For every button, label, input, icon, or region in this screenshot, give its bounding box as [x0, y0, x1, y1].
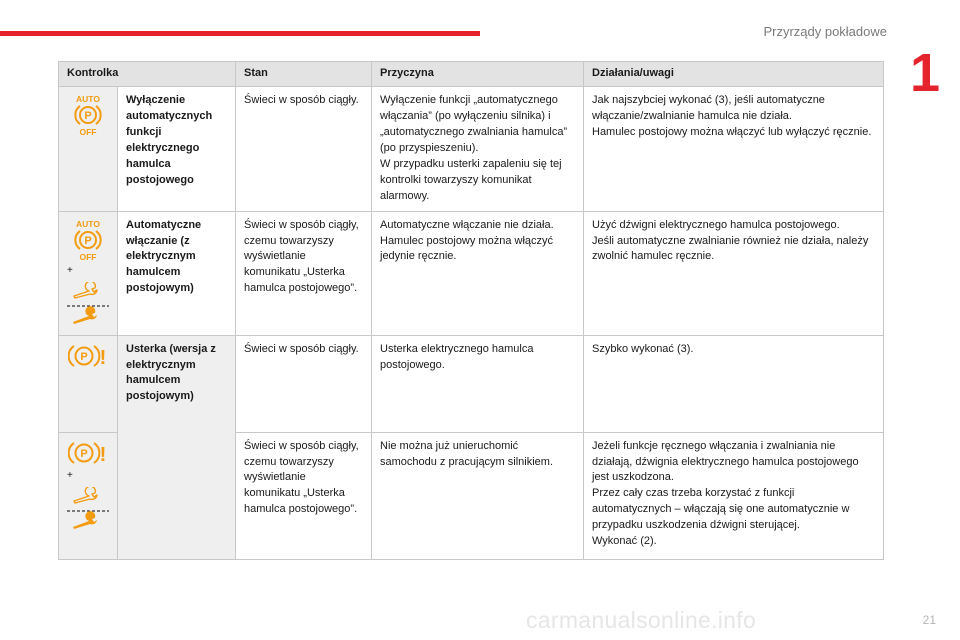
text-line: Wyłączenie funkcji „automatycznego włączania” (po wyłączeniu silnika) i „automatycznego zwalniania hamulca” (po przyspieszeniu). [380, 94, 568, 154]
table-header-row [59, 62, 884, 87]
control-name: Wyłączenie automatycznych funkcji elektrycznego hamulca postojowego [118, 87, 236, 212]
state-text: Świeci w sposób ciągły. [236, 335, 372, 432]
wrench-filled-icon [67, 508, 109, 530]
plus-sign: + [67, 469, 73, 481]
control-name: Automatyczne włączanie (z elektrycznym hamulcem postojowym) [118, 211, 236, 335]
svg-text:P: P [84, 110, 92, 122]
svg-text:OFF: OFF [79, 251, 97, 262]
text-line: Jeśli automatyczne zwalnianie również nie działa, należy zwolnić hamulec ręcznie. [592, 234, 869, 263]
state-text: Świeci w sposób ciągły, czemu towarzyszy wyświetlanie komunikatu „Usterka hamulca postojowego”. [236, 211, 372, 335]
action-text [584, 211, 884, 335]
wrench-outline-icon [71, 282, 105, 300]
action-line [592, 218, 875, 266]
column-header-action: Działania/uwagi [584, 62, 884, 87]
cause-text: Usterka elektrycznego hamulca postojowego. [372, 335, 584, 432]
state-text: Świeci w sposób ciągły, czemu towarzyszy wyświetlanie komunikatu „Usterka hamulca postojowego”. [236, 432, 372, 559]
svg-text:OFF: OFF [79, 127, 97, 137]
plus-sign: + [67, 264, 73, 276]
text-line: Automatyczne włączanie nie działa. [380, 218, 554, 231]
cause-line [380, 218, 575, 266]
text-line: W przypadku usterki zapaleniu się tej kontrolki towarzyszy komunikat alarmowy. [380, 157, 562, 202]
text-line: Wykonać (2). [592, 535, 657, 548]
state-text: Świeci w sposób ciągły. [236, 87, 372, 212]
text-line: Hamulec postojowy można włączyć jedynie ręcznie. [380, 234, 554, 263]
cause-line [380, 93, 575, 205]
svg-text:AUTO: AUTO [76, 94, 100, 104]
auto-park-off-icon [73, 218, 103, 262]
park-brake-fault-icon [68, 439, 108, 467]
action-line [592, 439, 875, 551]
action-text [584, 432, 884, 559]
page-number: 21 [922, 613, 936, 627]
action-line [592, 93, 875, 141]
svg-text:AUTO: AUTO [76, 218, 100, 229]
table-row [59, 211, 884, 335]
auto-park-off-icon [73, 93, 103, 137]
wrench-filled-icon [67, 303, 109, 325]
svg-text:P: P [80, 350, 88, 363]
svg-text:!: ! [99, 443, 107, 466]
control-name: Usterka (wersja z elektrycznym hamulcem postojowym) [118, 335, 236, 559]
svg-text:P: P [80, 447, 88, 460]
column-header-cause: Przyczyna [372, 62, 584, 87]
header-accent-bar [0, 31, 480, 36]
cause-text: Nie można już unieruchomić samochodu z pracującym silnikiem. [372, 432, 584, 559]
table-row [59, 335, 884, 432]
text-line: Hamulec postojowy można włączyć lub wyłączyć ręcznie. [592, 125, 872, 138]
watermark-text: carmanualsonline.info [526, 607, 757, 633]
column-header-state: Stan [236, 62, 372, 87]
park-brake-fault-icon [68, 342, 108, 370]
text-line: Użyć dźwigni elektrycznego hamulca postojowego. [592, 218, 840, 231]
indicator-cell [59, 87, 118, 212]
chapter-number: 1 [909, 43, 940, 103]
cause-text [372, 211, 584, 335]
cause-text [372, 87, 584, 212]
text-line: Jeżeli funkcje ręcznego włączania i zwalniania nie działają, dźwignia elektrycznego hamulca postojowego jest uszkodzona. [592, 439, 859, 484]
text-line: Przez cały czas trzeba korzystać z funkcji automatycznych – włączają się one automatycznie w przypadku uszkodzenia dźwigni sterującej. [592, 487, 850, 532]
action-text [584, 87, 884, 212]
svg-text:!: ! [99, 346, 107, 369]
svg-text:P: P [84, 234, 92, 247]
indicator-cell [59, 335, 118, 432]
warning-lights-table [58, 61, 884, 560]
table-row [59, 87, 884, 212]
action-text: Szybko wykonać (3). [584, 335, 884, 432]
text-line: Jak najszybciej wykonać (3), jeśli automatyczne włączanie/zwalnianie hamulca nie działa. [592, 94, 825, 122]
indicator-cell [59, 211, 118, 335]
indicator-cell [59, 432, 118, 559]
section-title: Przyrządy pokładowe [763, 24, 887, 39]
wrench-outline-icon [71, 487, 105, 505]
column-header-control: Kontrolka [59, 62, 236, 87]
